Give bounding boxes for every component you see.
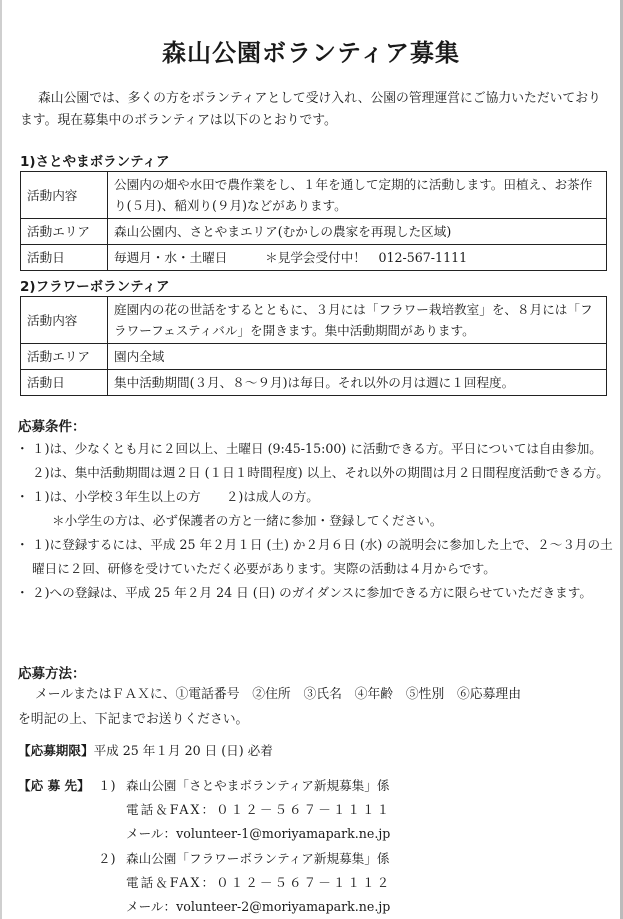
table-row: [21, 370, 607, 396]
method-line: メールまたはＦＡＸに、①電話番号 ②住所 ③氏名 ④年齢 ⑤性別 ⑥応募理由: [35, 687, 522, 702]
bullet: ・: [16, 585, 29, 600]
contact-2-num: ２): [98, 851, 116, 866]
row-value: 毎週月・水・土曜日 ＊見学会受付中！ 012-567-1111: [108, 245, 607, 271]
intro-paragraph: 森山公園では、多くの方をボランティアとして受け入れ、公園の管理運営にご協力いただいております。現在募集中のボランティアは以下のとおりです。: [20, 91, 601, 128]
row-label: 活動内容: [21, 172, 108, 219]
method-line: を明記の上、下記までお送りください。: [18, 712, 249, 727]
table-row: [21, 297, 607, 344]
deadline-value: 平成 25 年１月 20 日 (日) 必着: [93, 743, 273, 758]
section-1-heading: 1)さとやまボランティア: [20, 154, 170, 170]
method-heading: 応募方法：: [18, 666, 86, 682]
table-row: [21, 245, 607, 271]
list-item-text: １)は、小学校３年生以上の方 ２)は成人の方。: [32, 489, 319, 504]
row-label: 活動エリア: [21, 219, 108, 245]
deadline-label: 【応募期限】: [18, 743, 94, 758]
list-item-text: ＊小学生の方は、必ず保護者の方と一緒に参加・登録してください。: [52, 513, 443, 528]
contact-2-tel: 電話＆FAX：０１２－５６７－１１１２: [126, 875, 392, 890]
list-item: [14, 485, 614, 509]
table-row: [21, 219, 607, 245]
row-value: 森山公園内、さとやまエリア(むかしの農家を再現した区域): [108, 219, 607, 245]
table-row: [21, 344, 607, 370]
list-item-text: １)は、少なくとも月に２回以上、土曜日 (9:45-15:00) に活動できる方。平日については自由参加。２)は、集中活動期間は週２日 (１日１時間程度) 以上、それ以外の期間は月２日間程度活動できる方。: [32, 441, 609, 480]
bullet: ・: [16, 489, 29, 504]
section-2-table: [20, 296, 607, 396]
section-1-table: [20, 171, 607, 271]
table-row: [21, 172, 607, 219]
page-title: 森山公園ボランティア募集: [161, 39, 461, 67]
contact-1-num: １): [98, 778, 116, 793]
conditions-list: [14, 437, 614, 605]
contacts-label: 【応 募 先】: [18, 778, 90, 793]
contact-1-mail: メール：volunteer-1@moriyamapark.ne.jp: [126, 826, 391, 841]
row-value: 集中活動期間(３月、８～９月)は毎日。それ以外の月は週に１回程度。: [108, 370, 607, 396]
contact-2-name: 森山公園「フラワーボランティア新規募集」係: [126, 851, 390, 866]
list-item-note: [14, 509, 614, 533]
list-item: [14, 533, 614, 581]
section-2-heading: 2)フラワーボランティア: [20, 279, 170, 295]
row-value: 庭園内の花の世話をするとともに、３月には「フラワー栽培教室」を、８月には「フラワーフェスティバル」を開きます。集中活動期間があります。: [108, 297, 607, 344]
conditions-heading: 応募条件：: [18, 419, 86, 435]
list-item-text: ２)への登録は、平成 25 年２月 24 日 (日) のガイダンスに参加できる方に限らせていただきます。: [32, 585, 592, 600]
bullet: ・: [16, 441, 29, 456]
method-paragraph: [18, 682, 613, 732]
list-item: [14, 581, 614, 605]
contact-2-mail: メール：volunteer-2@moriyamapark.ne.jp: [126, 899, 391, 914]
row-label: 活動日: [21, 370, 108, 396]
list-item: [14, 437, 614, 485]
row-value: 園内全域: [108, 344, 607, 370]
row-value: 公園内の畑や水田で農作業をし、１年を通して定期的に活動します。田植え、お茶作り(５月)、稲刈り(９月)などがあります。: [108, 172, 607, 219]
contact-1-name: 森山公園「さとやまボランティア新規募集」係: [126, 778, 390, 793]
row-label: 活動内容: [21, 297, 108, 344]
deadline: [18, 740, 273, 759]
row-label: 活動日: [21, 245, 108, 271]
row-label: 活動エリア: [21, 344, 108, 370]
bullet: ・: [16, 537, 29, 552]
list-item-text: １)に登録するには、平成 25 年２月１日 (土) か２月６日 (水) の説明会に参加した上で、２～３月の土曜日に２回、研修を受けていただく必要があります。実際の活動は４月からです。: [32, 537, 613, 576]
contact-1-tel: 電話＆FAX：０１２－５６７－１１１１: [126, 802, 392, 817]
